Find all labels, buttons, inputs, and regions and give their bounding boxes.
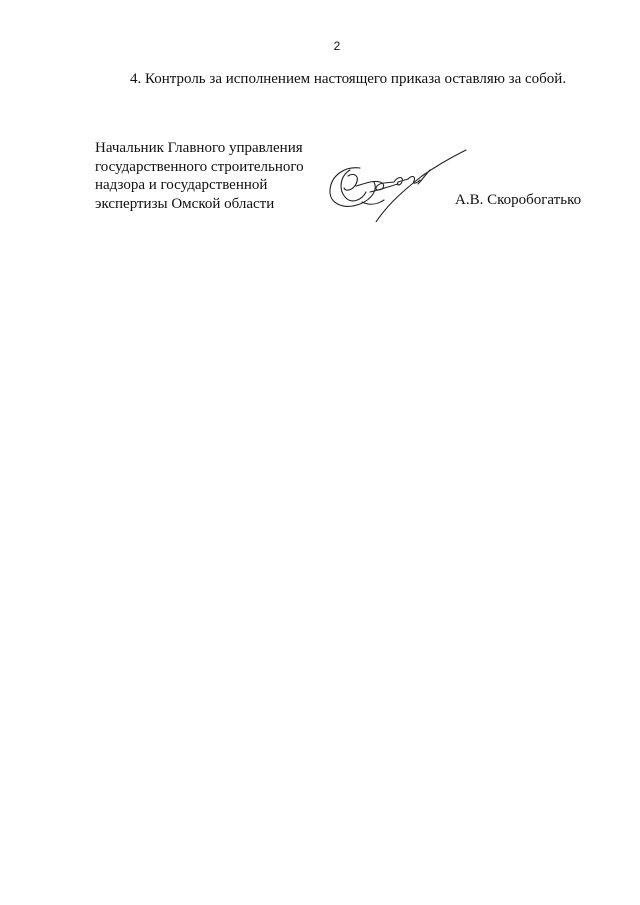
signatory-position: [95, 139, 325, 213]
position-line-4: экспертизы Омской области: [95, 195, 275, 212]
position-line-2: государственного строительного: [95, 158, 304, 175]
page-number: 2: [333, 39, 341, 53]
position-line-3: надзора и государственной: [95, 177, 268, 193]
paragraph-4: 4. Контроль за исполнением настоящего приказа оставляю за собой.: [130, 71, 567, 87]
position-line-1: Начальник Главного управления: [95, 140, 303, 156]
handwritten-signature: [326, 146, 468, 222]
signer-name: А.В. Скоробогатько: [455, 192, 582, 208]
